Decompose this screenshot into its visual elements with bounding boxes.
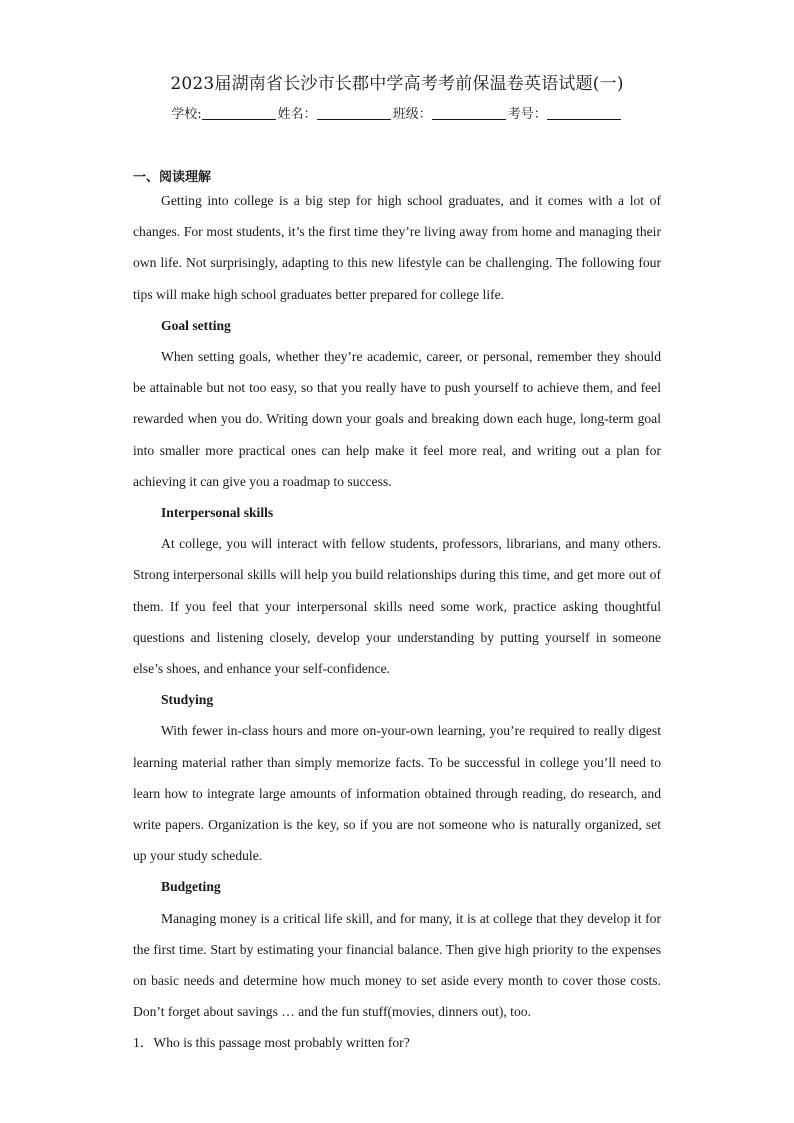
school-label: 学校: [171,107,202,122]
paragraph-studying: With fewer in-class hours and more on-your-own learning, you’re required to really digest learning material rather than simply memorize facts. To be successful in college you’ll need to learn how to integrate large amounts of information obtained through reading, do research, and write papers. Organization is the key, so if you are not someone who is naturally organized, set up your study schedule. [133,723,661,864]
exam-title: 2023届湖南省长沙市长郡中学高考考前保温卷英语试题(一) [170,74,624,94]
subheading-interpersonal-skills: Interpersonal skills [161,505,274,521]
number-label: 考号： [507,107,547,122]
subheading-goal-setting: Goal setting [161,317,231,333]
subheading-budgeting: Budgeting [161,879,221,895]
question-number: 1． [133,1035,154,1051]
question-text: Who is this passage most probably written for? [153,1035,410,1051]
class-blank[interactable] [432,107,506,120]
paragraph-interpersonal-skills: At college, you will interact with fellow students, professors, librarians, and many others. Strong interpersonal skills will help you build relationships during this time, and get more out of them. If you feel that your interpersonal skills need some work, practice asking thoughtful questions and listening closely, develop your understanding by putting yourself in someone else’s shoes, and enhance your self-confidence. [133,536,661,677]
student-info-line [0,103,794,122]
paragraph-budgeting: Managing money is a critical life skill, and for many, it is at college that they develop it for the first time. Start by estimating your financial balance. Then give high priority to the expenses on basic needs and determine how much money to set aside every month to cover those costs. Don’t forget about savings … and the fun stuff(movies, dinners out), too. [133,910,661,1020]
section-heading: 一、阅读理解 [133,170,212,185]
question-1 [133,1027,661,1058]
paragraph-goal-setting: When setting goals, whether they’re academic, career, or personal, remember they should be attainable but not too easy, so that you really have to push yourself to achieve them, and feel rewarded when you do. Writing down your goals and breaking down each huge, long-term goal into smaller more practical ones can help make it feel more real, and writing out a plan for achieving it can give you a roadmap to success. [133,349,661,489]
name-label: 姓名： [277,107,317,122]
school-blank[interactable] [202,107,276,120]
number-blank[interactable] [547,107,621,120]
name-blank[interactable] [317,107,391,120]
intro-paragraph: Getting into college is a big step for high school graduates, and it comes with a lot of changes. For most students, it’s the first time they’re living away from home and managing their own life. Not surprisingly, adapting to this new lifestyle can be challenging. The following four tips will make high school graduates better prepared for college life. [133,193,661,302]
class-label: 班级： [392,107,432,122]
subheading-studying: Studying [161,692,214,708]
passage [133,185,661,1059]
